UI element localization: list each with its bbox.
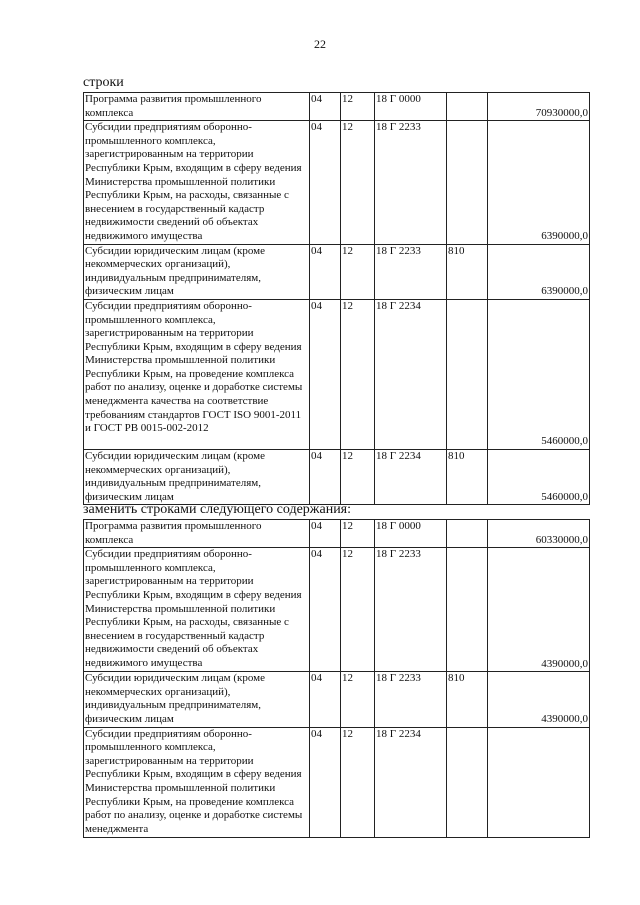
table-row [84,449,590,504]
row-subsection: 12 [341,93,375,121]
row-article: 18 Г 2234 [375,727,447,837]
table-row [84,727,590,837]
row-expense-type [447,121,488,244]
row-amount [488,727,590,837]
row-amount: 5460000,0 [488,299,590,449]
row-amount: 5460000,0 [488,449,590,504]
row-name: Программа развития промышленного комплекса [84,520,310,548]
old-rows-table [83,92,590,505]
row-name: Субсидии юридическим лицам (кроме некоммерческих организаций), индивидуальным предпринимателям, физическим лицам [84,449,310,504]
table-row [84,520,590,548]
row-amount: 60330000,0 [488,520,590,548]
row-name: Программа развития промышленного комплекса [84,93,310,121]
row-name: Субсидии предприятиям оборонно-промышленного комплекса, зарегистрированным на территории Республики Крым, входящим в сферу ведения Министерства промышленной политики Республики Крым, на проведение комплекса работ по анализу, оценке и доработке системы менеджмента [84,727,310,837]
row-article: 18 Г 2234 [375,449,447,504]
row-article: 18 Г 0000 [375,520,447,548]
row-article: 18 Г 2233 [375,244,447,299]
row-section: 04 [310,548,341,672]
row-article: 18 Г 0000 [375,93,447,121]
row-article: 18 Г 2233 [375,548,447,672]
row-section: 04 [310,93,341,121]
new-section-label: заменить строками следующего содержания: [83,502,352,517]
row-name: Субсидии юридическим лицам (кроме некоммерческих организаций), индивидуальным предпринимателям, физическим лицам [84,244,310,299]
row-section: 04 [310,121,341,244]
row-section: 04 [310,299,341,449]
page-number: 22 [314,37,326,51]
table-row [84,672,590,727]
row-subsection: 12 [341,520,375,548]
table-row [84,244,590,299]
row-amount: 70930000,0 [488,93,590,121]
row-amount: 4390000,0 [488,672,590,727]
row-amount: 4390000,0 [488,548,590,672]
row-subsection: 12 [341,449,375,504]
new-rows-table [83,519,590,838]
row-subsection: 12 [341,121,375,244]
table-row [84,93,590,121]
row-amount: 6390000,0 [488,121,590,244]
row-expense-type [447,93,488,121]
row-name: Субсидии предприятиям оборонно-промышленного комплекса, зарегистрированным на территории Республики Крым, входящим в сферу ведения Министерства промышленной политики Республики Крым, на проведение комплекса работ по анализу, оценке и доработке системы менеджмента качества на соответствие требованиям стандартов ГОСТ ISO 9001-2011 и ГОСТ РВ 0015-002-2012 [84,299,310,449]
row-name: Субсидии юридическим лицам (кроме некоммерческих организаций), индивидуальным предпринимателям, физическим лицам [84,672,310,727]
row-article: 18 Г 2234 [375,299,447,449]
old-section-label: строки [83,75,124,90]
row-expense-type [447,727,488,837]
row-subsection: 12 [341,727,375,837]
row-article: 18 Г 2233 [375,672,447,727]
row-section: 04 [310,672,341,727]
row-name: Субсидии предприятиям оборонно-промышленного комплекса, зарегистрированным на территории Республики Крым, входящим в сферу ведения Министерства промышленной политики Республики Крым, на расходы, связанные с внесением в государственный кадастр недвижимости сведений об объектах недвижимого имущества [84,548,310,672]
row-amount: 6390000,0 [488,244,590,299]
row-section: 04 [310,449,341,504]
row-expense-type [447,548,488,672]
row-subsection: 12 [341,548,375,672]
table-row [84,548,590,672]
row-section: 04 [310,727,341,837]
row-section: 04 [310,520,341,548]
row-expense-type: 810 [447,244,488,299]
row-name: Субсидии предприятиям оборонно-промышленного комплекса, зарегистрированным на территории Республики Крым, входящим в сферу ведения Министерства промышленной политики Республики Крым, на расходы, связанные с внесением в государственный кадастр недвижимости сведений об объектах недвижимого имущества [84,121,310,244]
row-expense-type [447,520,488,548]
row-subsection: 12 [341,299,375,449]
row-article: 18 Г 2233 [375,121,447,244]
row-subsection: 12 [341,672,375,727]
row-expense-type: 810 [447,449,488,504]
row-subsection: 12 [341,244,375,299]
row-expense-type [447,299,488,449]
table-row [84,299,590,449]
table-row [84,121,590,244]
row-expense-type: 810 [447,672,488,727]
row-section: 04 [310,244,341,299]
